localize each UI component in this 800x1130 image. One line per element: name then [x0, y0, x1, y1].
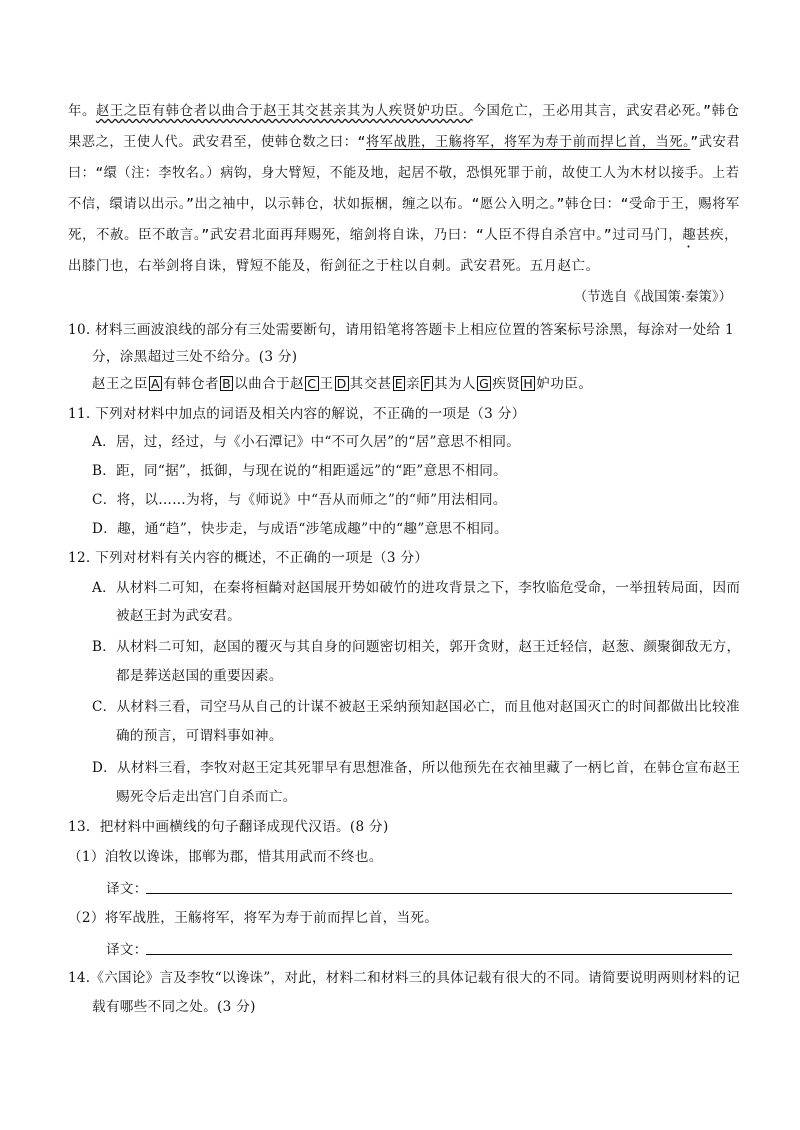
q11-option-a: A．居，过，经过，与《小石潭记》中“不可久居”的“居”意思不相同。 [92, 434, 521, 450]
option-box-g[interactable]: G [479, 376, 490, 391]
passage-line-2: 果恶之，王使人代。武安君至，使韩仓数之曰：“将军战胜，王觞将军，将军为寿于前而捍匕首，当死。”武安君 [68, 135, 741, 150]
underlined-sentence-2: 将军战胜，王觞将军，将军为寿于前而捍匕首，当死。 [366, 135, 691, 150]
dotted-word-qu: 趣 [682, 228, 697, 243]
q13-answer-line-2[interactable] [146, 954, 732, 955]
q10-segmented-sentence: 赵王之臣 A 有韩仓者 B 以曲合于赵 C 王 D 其交甚 E 亲 F 其为人 G 疾贤 H 妒功臣。 [92, 376, 593, 392]
option-box-d[interactable]: D [336, 376, 347, 391]
q12-stem: 12. 下列对材料有关内容的概述，不正确的一项是（3 分） [68, 550, 429, 566]
passage-line-6: 出膝门也，右举剑将自诛，臂短不能及，衔剑征之于柱以自刺。武安君死。五月赵亡。 [68, 259, 600, 274]
q14-stem-line-1: 14.《六国论》言及李牧“以谗诛”，对此，材料二和材料三的具体记载有很大的不同。请简要说明两则材料的记 [68, 970, 741, 986]
option-box-c[interactable]: C [307, 376, 317, 391]
passage-line-3: 曰：“缳（注：李牧名。）病钩，身大臂短，不能及地，起居不敬，恐惧死罪于前，故使工人为木材以接手。上若 [68, 166, 740, 181]
q11-stem: 11. 下列对材料中加点的词语及相关内容的解说，不正确的一项是（3 分） [68, 406, 526, 422]
option-box-e[interactable]: E [394, 376, 404, 391]
q12-option-d-line-1: D．从材料三看，李牧对赵王定其死罪早有思想准备，所以他预先在衣袖里藏了一柄匕首，在韩仓宣布赵王 [92, 760, 741, 776]
q14-stem-line-2: 载有哪些不同之处。(3 分) [92, 999, 256, 1015]
option-box-b[interactable]: B [222, 376, 232, 391]
q12-option-b-line-2: 都是葬送赵国的重要因素。 [116, 668, 283, 684]
q13-sentence-1: （1）洎牧以谗诛，邯郸为郡，惜其用武而不终也。 [68, 849, 383, 865]
passage-line-1: 年。赵王之臣有韩仓者以曲合于赵王其交甚亲其为人疾贤妒功臣。今国危亡，王必用其言，武安君必死。”韩仓 [68, 104, 740, 119]
q13-sentence-2: （2）将军战胜，王觞将军，将军为寿于前而捍匕首，当死。 [68, 910, 439, 926]
q12-option-a-line-1: A．从材料二可知，在秦将桓齮对赵国展开势如破竹的进攻背景之下，李牧临危受命，一举扭转局面，因而 [92, 580, 741, 596]
option-box-f[interactable]: F [423, 376, 432, 391]
option-box-h[interactable]: H [523, 376, 534, 391]
q13-stem: 13．把材料中画横线的句子翻译成现代汉语。(8 分) [68, 819, 389, 835]
option-box-a[interactable]: A [150, 376, 161, 391]
q11-option-c: C．将，以……为将，与《师说》中“吾从而师之”的“师”用法相同。 [92, 492, 507, 508]
q10-stem-line-2: 分，涂黑超过三处不给分。(3 分) [92, 349, 298, 365]
wavy-underlined-text: 赵王之臣有韩仓者以曲合于赵王其交甚亲其为人疾贤妒功臣。 [95, 104, 473, 119]
passage-line-5: 死，不赦。臣不敢言。”武安君北面再拜赐死，缩剑将自诛，乃曰：“人臣不得自杀宫中。”过司马门，趣甚疾， [68, 228, 739, 243]
q12-option-b-line-1: B．从材料二可知，赵国的覆灭与其自身的问题密切相关，郭开贪财，赵王迁轻信，赵葱、颜聚御敌无方， [92, 639, 741, 655]
q12-option-a-line-2: 被赵王封为武安君。 [116, 608, 242, 624]
q12-option-c-line-2: 确的预言，可谓料事如神。 [116, 728, 283, 744]
q10-stem-line-1: 10. 材料三画波浪线的部分有三处需要断句，请用铅笔将答题卡上相应位置的答案标号涂黑，每涂对一处给 1 [68, 322, 734, 338]
q12-option-c-line-1: C．从材料三看，司空马从自己的计谋不被赵王采纳预知赵国必亡，而且他对赵国灭亡的时间都做出比较准 [92, 699, 740, 715]
q13-answer-label-1: 译文： [106, 881, 148, 897]
q13-answer-line-1[interactable] [146, 893, 732, 894]
q12-option-d-line-2: 赐死令后走出宫门自杀而亡。 [116, 789, 297, 805]
q11-option-d: D．趣，通“趋”，快步走，与成语“涉笔成趣”中的“趣”意思不相同。 [92, 521, 508, 537]
q11-option-b: B．距，同“据”，抵御，与现在说的“相距遥远”的“距”意思不相同。 [92, 463, 508, 479]
passage-source: （节选自《战国策·秦策》） [573, 290, 732, 305]
q13-answer-label-2: 译文： [106, 942, 148, 958]
passage-line-4: 不信，缳请以出示。”出之袖中，以示韩仓，状如振梱，缠之以布。“愿公入明之。”韩仓曰：“受命于王，赐将军 [68, 197, 740, 212]
